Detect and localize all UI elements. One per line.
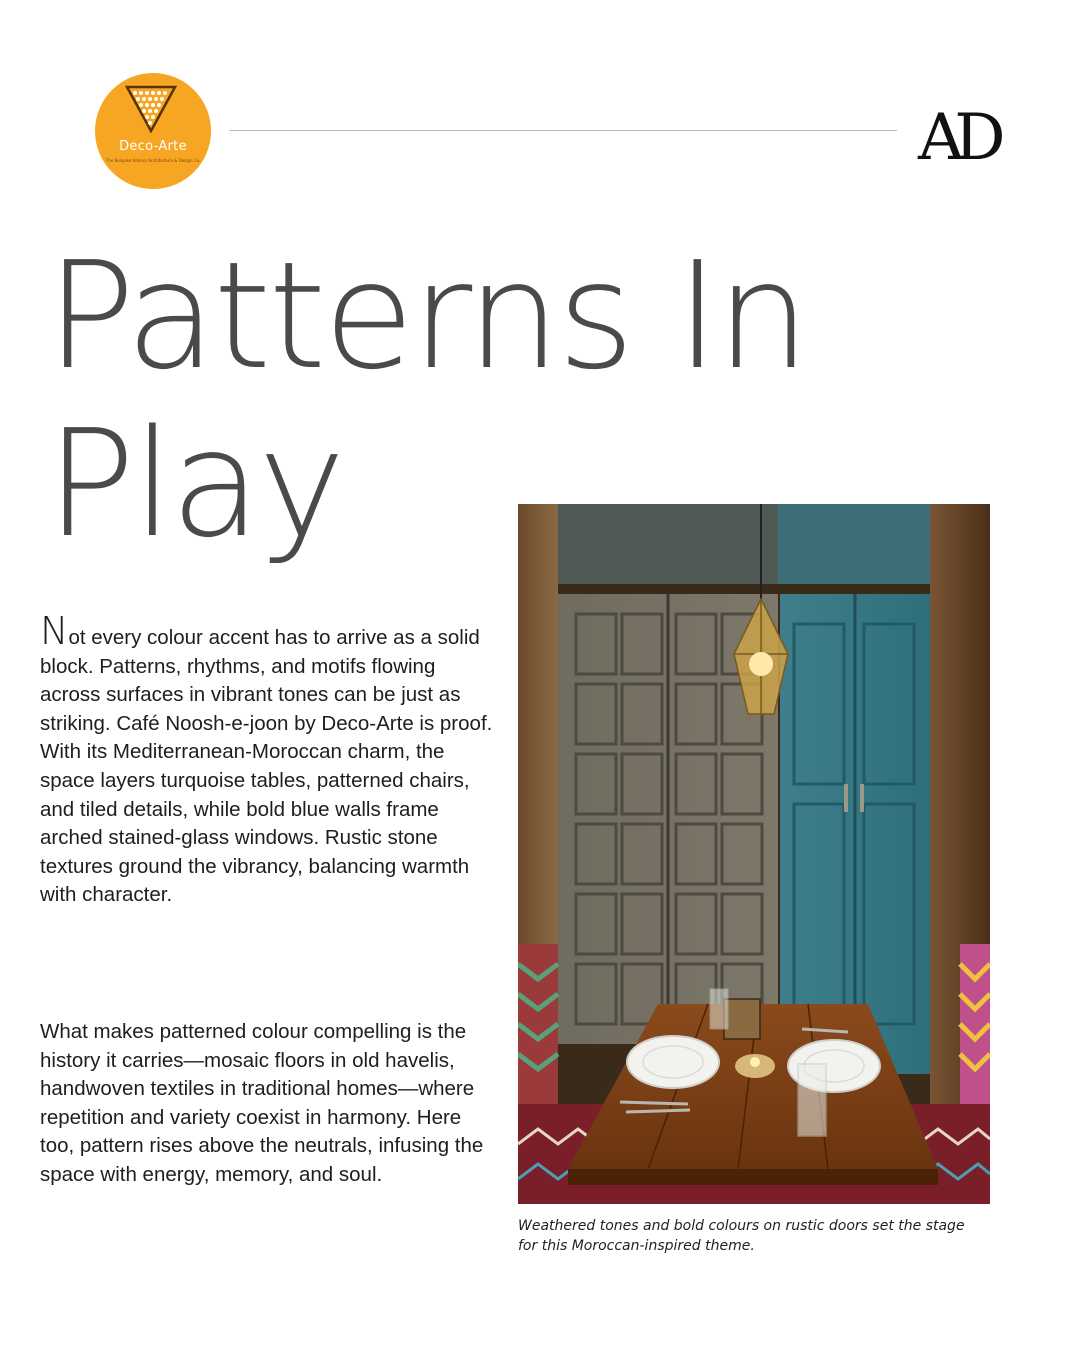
cafe-interior-photo (518, 504, 990, 1204)
paragraph-1-text: ot every colour accent has to arrive as a solid block. Patterns, rhythms, and motifs flowing across surfaces in vibrant tones can be just as striking. Café Noosh-e-joon by Deco-Arte is proof. With its Mediterranean-Moroccan charm, the space layers turquoise tables, patterned chairs, and tiled details, while bold blue walls frame arched stained-glass windows. Rustic stone textures ground the vibrancy, balancing warmth with character. (40, 626, 493, 907)
photo-caption: Weathered tones and bold colours on rustic doors set the stage for this Moroccan-inspired theme. (518, 1218, 965, 1254)
brand-name: Deco-Arte (119, 139, 187, 154)
body-paragraph-2: What makes patterned colour compelling is the history it carries—mosaic floors in old havelis, handwoven textiles in traditional homes—where repetition and variety coexist in harmony. Here too, pattern rises above the neutrals, infusing the space with energy, memory, and soul. (40, 1020, 484, 1186)
drop-cap: N (40, 609, 69, 653)
header-divider (229, 130, 897, 131)
deco-arte-triangle-icon (125, 81, 177, 133)
body-paragraph-1 (40, 609, 495, 910)
title-line-1: Patterns In (46, 230, 808, 402)
ad-publication-logo: AD (918, 101, 996, 175)
brand-tagline: The Bespoke Interior Architecture & Design Co. (105, 158, 201, 163)
deco-arte-logo (95, 73, 211, 189)
cafe-interior-illustration (518, 504, 990, 1204)
title-line-2: Play (46, 398, 343, 570)
